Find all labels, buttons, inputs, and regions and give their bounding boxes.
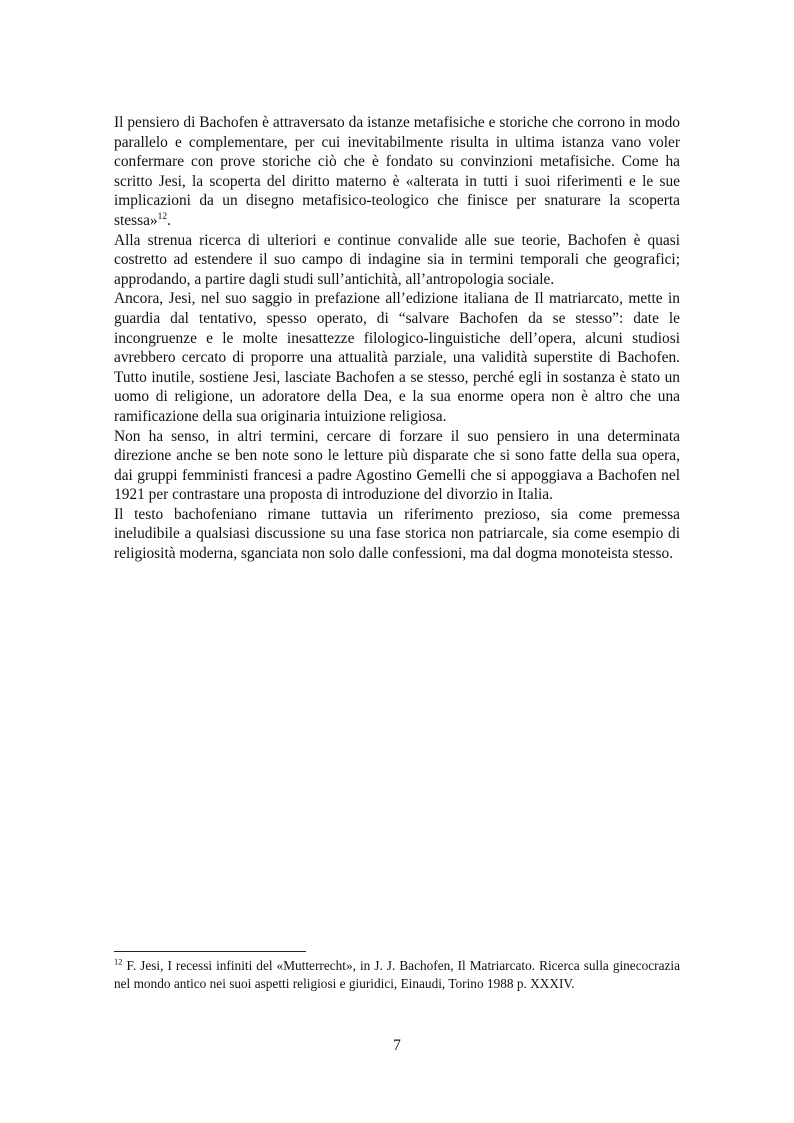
footnote-text: F. Jesi, I recessi infiniti del «Mutterrecht», in J. J. Bachofen, Il Matriarcato. Ricerca sulla ginecocrazia nel mondo antico nei suoi aspetti religiosi e giuridici, Einaudi, Torino 1988 p. XXXIV.	[114, 958, 680, 992]
paragraph-1	[114, 113, 680, 231]
body-text	[114, 113, 680, 564]
page-number: 7	[393, 1037, 401, 1054]
paragraph-3: Ancora, Jesi, nel suo saggio in prefazione all’edizione italiana de Il matriarcato, mette in guardia dal tentativo, spesso operato, di “salvare Bachofen da se stesso”: date le incongruenze e le molte inesattezze filologico-linguistiche dell’opera, alcuni studiosi avrebbero cercato di proporre una attualità parziale, una validità superstite di Bachofen. Tutto inutile, sostiene Jesi, lasciate Bachofen a se stesso, perché egli in sostanza è stato un uomo di religione, un adoratore della Dea, e la sua enorme opera non è altro che una ramificazione della sua originaria intuizione religiosa.	[114, 290, 680, 425]
paragraph-2: Alla strenua ricerca di ulteriori e continue convalide alle sue teorie, Bachofen è quasi costretto ad estendere il suo campo di indagine sia in termini temporali che geografici; approdando, a partire dagli studi sull’antichità, all’antropologia sociale.	[114, 231, 680, 288]
paragraph-5: Il testo bachofeniano rimane tuttavia un riferimento prezioso, sia come premessa ineludibile a qualsiasi discussione su una fase storica non patriarcale, sia come esempio di religiosità moderna, sganciata non solo dalle confessioni, ma dal dogma monoteista stesso.	[114, 505, 680, 563]
footnote-separator	[114, 951, 306, 952]
footnote	[114, 957, 680, 994]
paragraph-4: Non ha senso, in altri termini, cercare di forzare il suo pensiero in una determinata direzione anche se ben note sono le letture più disparate che si sono fatte della sua opera, dai gruppi femministi francesi a padre Agostino Gemelli che si appoggiava a Bachofen nel 1921 per contrastare una proposta di introduzione del divorzio in Italia.	[114, 427, 680, 504]
footnote-number: 12	[114, 956, 123, 967]
paragraph-1-text: Il pensiero di Bachofen è attraversato da istanze metafisiche e storiche che corrono in modo parallelo e complementare, per cui inevitabilmente risulta in ultima istanza vano voler confermare con prove storiche ciò che è fondato su convinzioni metafisiche. Come ha scritto Jesi, la scoperta del diritto materno è «alterata in tutti i suoi riferimenti e le sue implicazioni da un disegno metafisico-teologico che finisce per snaturare la scoperta stessa»	[114, 114, 680, 229]
paragraph-1-end: .	[167, 211, 171, 229]
footnote-reference[interactable]: 12	[157, 211, 168, 222]
